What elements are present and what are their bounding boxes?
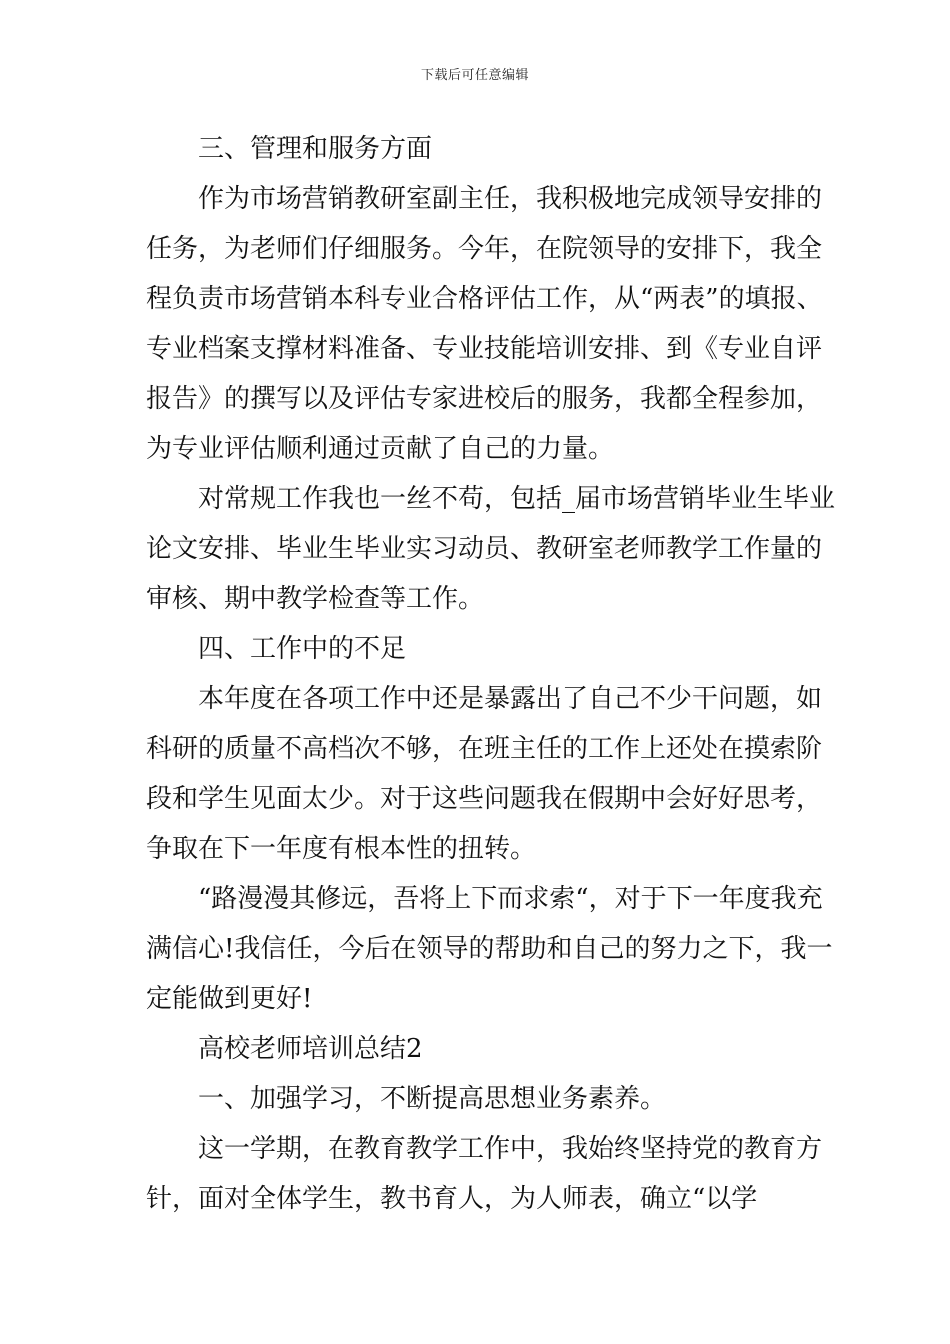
section-heading-3: 三、管理和服务方面 xyxy=(198,134,433,164)
paragraph-routine-work: 对常规工作我也一丝不苟，包括_届市场营销毕业生毕业论文安排、毕业生毕业实习动员、教研室老师教学工作量的审核、期中教学检查等工作。 xyxy=(146,484,836,614)
section-heading-1: 一、加强学习，不断提高思想业务素养。 xyxy=(198,1084,667,1114)
paragraph-semester-intro: 这一学期，在教育教学工作中，我始终坚持党的教育方针，面对全体学生，教书育人，为人师表，确立“以学 xyxy=(146,1134,823,1214)
document-subtitle: 高校老师培训总结2 xyxy=(198,1034,423,1064)
document-body xyxy=(146,124,836,1224)
paragraph-management-service: 作为市场营销教研室副主任，我积极地完成领导安排的任务，为老师们仔细服务。今年，在院领导的安排下，我全程负责市场营销本科专业合格评估工作，从“两表”的填报、专业档案支撑材料准备、专业技能培训安排、到《专业自评报告》的撰写以及评估专家进校后的服务，我都全程参加，为专业评估顺利通过贡献了自己的力量。 xyxy=(146,184,823,464)
paragraph-shortcomings: 本年度在各项工作中还是暴露出了自己不少干问题，如科研的质量不高档次不够，在班主任的工作上还处在摸索阶段和学生见面太少。对于这些问题我在假期中会好好思考，争取在下一年度有根本性的扭转。 xyxy=(146,684,823,864)
paragraph-closing-quote: “路漫漫其修远，吾将上下而求索“，对于下一年度我充满信心!我信任，今后在领导的帮助和自己的努力之下，我一定能做到更好! xyxy=(146,884,833,1014)
header-note: 下载后可任意编辑 xyxy=(420,68,529,83)
section-heading-4: 四、工作中的不足 xyxy=(198,634,407,664)
